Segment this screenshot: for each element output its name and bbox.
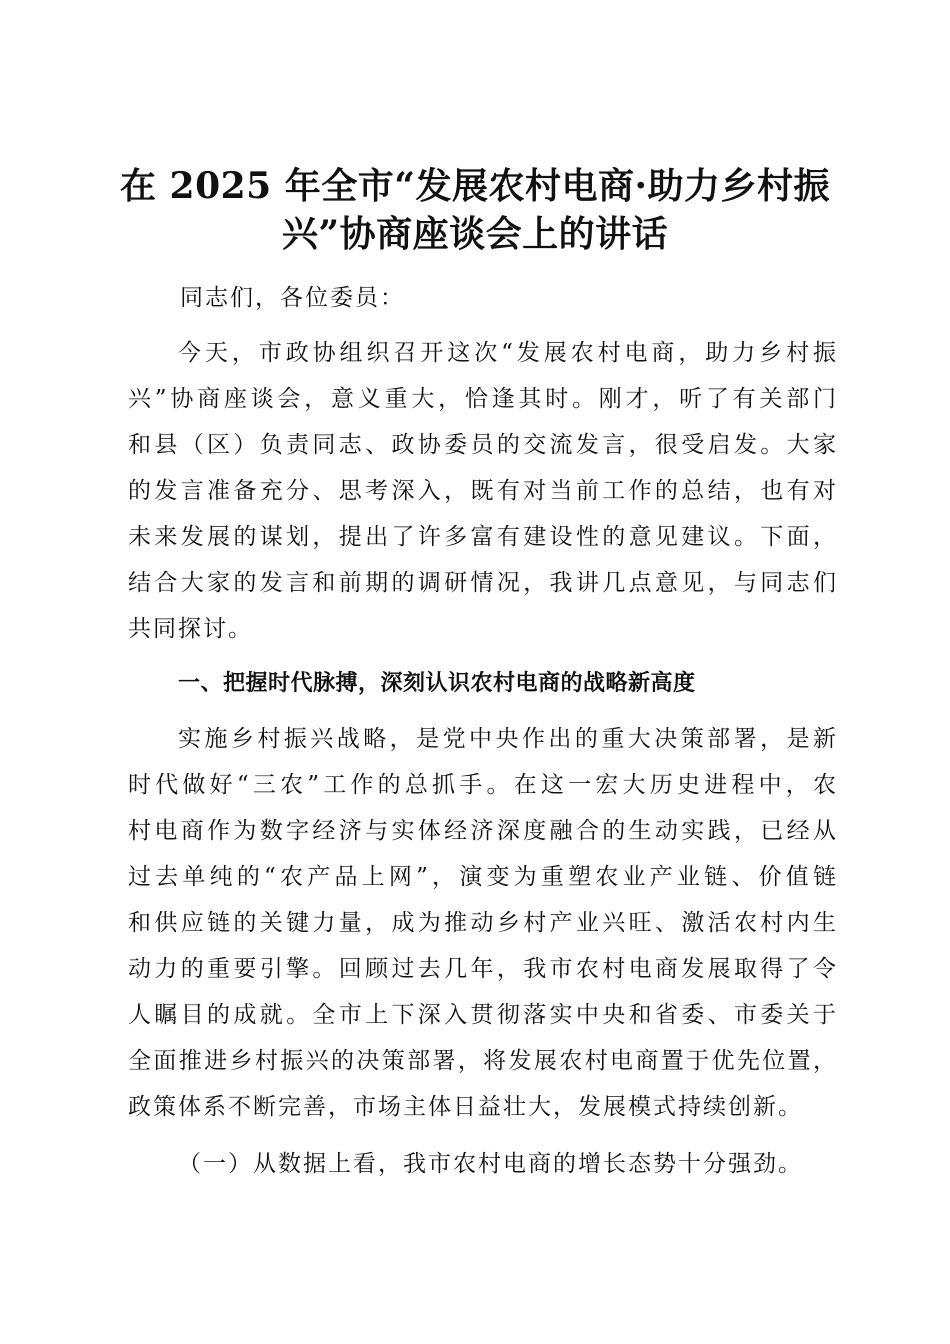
paragraph-line: 全面推进乡村振兴的决策部署，将发展农村电商置于优先位置，	[128, 1048, 838, 1074]
paragraph-line: 实施乡村振兴战略，是党中央作出的重大决策部署，是新	[178, 726, 838, 752]
paragraph-opening	[128, 330, 838, 652]
paragraph-line: 政策体系不断完善，市场主体日益壮大，发展模式持续创新。	[128, 1094, 803, 1120]
section-heading: 一、把握时代脉搏，深刻认识农村电商的战略新高度	[178, 671, 696, 696]
paragraph-line: 未来发展的谋划，提出了许多富有建设性的意见建议。下面，	[128, 524, 838, 550]
paragraph-line: 的发言准备充分、思考深入，既有对当前工作的总结，也有对	[128, 478, 838, 504]
document-title	[120, 162, 830, 258]
greeting: 同志们，各位委员：	[180, 285, 405, 311]
paragraph-line: 和县（区）负责同志、政协委员的交流发言，很受启发。大家	[128, 432, 838, 458]
paragraph-line: 动力的重要引擎。回顾过去几年，我市农村电商发展取得了令	[128, 956, 838, 982]
paragraph-line: 人瞩目的成就。全市上下深入贯彻落实中央和省委、市委关于	[128, 1002, 838, 1028]
subsection-heading: （一）从数据上看，我市农村电商的增长态势十分强劲。	[178, 1151, 803, 1177]
paragraph-line: 共同探讨。	[128, 616, 253, 642]
paragraph-line: 今天，市政协组织召开这次“发展农村电商，助力乡村振	[178, 340, 838, 366]
paragraph-section1	[128, 716, 838, 1130]
title-line: 兴”协商座谈会上的讲话	[281, 213, 669, 255]
paragraph-line: 结合大家的发言和前期的调研情况，我讲几点意见，与同志们	[128, 570, 838, 596]
paragraph-line: 村电商作为数字经济与实体经济深度融合的生动实践，已经从	[128, 818, 838, 844]
paragraph-line: 兴”协商座谈会，意义重大，恰逢其时。刚才，听了有关部门	[128, 386, 838, 412]
paragraph-line: 时代做好“三农”工作的总抓手。在这一宏大历史进程中，农	[128, 772, 838, 798]
title-line: 在 2025 年全市“发展农村电商·助力乡村振	[120, 165, 831, 207]
paragraph-line: 和供应链的关键力量，成为推动乡村产业兴旺、激活农村内生	[128, 910, 838, 936]
paragraph-line: 过去单纯的“农产品上网”，演变为重塑农业产业链、价值链	[128, 864, 838, 890]
